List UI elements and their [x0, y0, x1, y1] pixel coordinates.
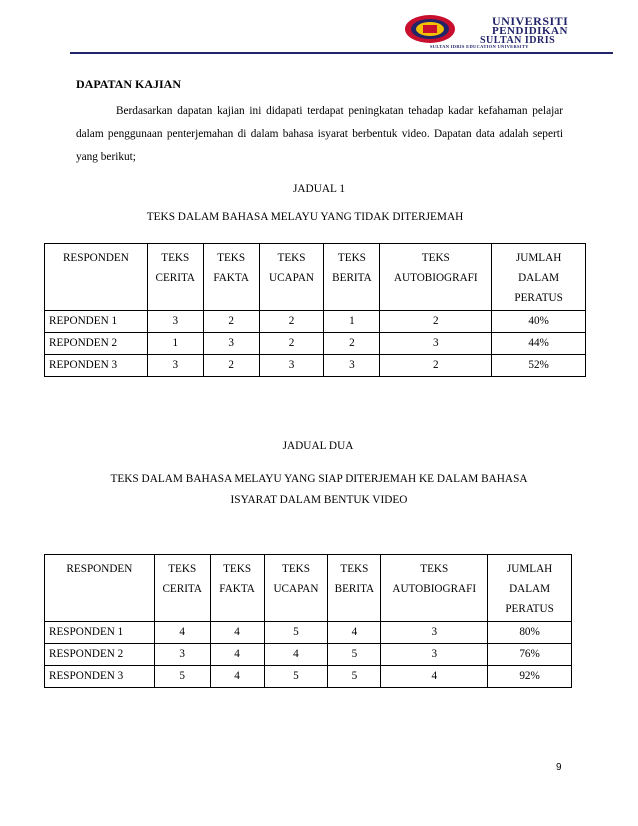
column-header-line: FAKTA	[219, 583, 255, 595]
logo-text-pendidikan: PENDIDIKAN	[492, 25, 568, 37]
column-header-line: DALAM	[518, 272, 560, 284]
value-cell: 5	[154, 666, 210, 688]
university-crest-icon	[404, 14, 456, 44]
table2	[44, 554, 572, 688]
table1-label: JADUAL 1	[293, 183, 345, 195]
value-cell: 5	[264, 622, 328, 644]
table-row	[45, 622, 572, 644]
column-header-line: TEKS	[340, 563, 369, 575]
value-cell: 44%	[492, 333, 586, 355]
column-header-line: TEKS	[281, 563, 310, 575]
column-header-line: JUMLAH	[506, 563, 553, 575]
value-cell: 2	[324, 333, 380, 355]
respondent-cell: RESPONDEN 1	[45, 622, 155, 644]
column-header	[328, 555, 381, 622]
column-header	[147, 244, 203, 311]
table2-title-line2: ISYARAT DALAM BENTUK VIDEO	[230, 494, 408, 506]
column-header	[492, 244, 586, 311]
column-header	[264, 555, 328, 622]
column-header-line: TEKS	[277, 252, 306, 264]
column-header-line: TEKS	[223, 563, 252, 575]
table1-title: TEKS DALAM BAHASA MELAYU YANG TIDAK DITERJEMAH	[146, 211, 464, 223]
value-cell: 80%	[488, 622, 572, 644]
header-row	[45, 555, 572, 622]
column-header	[45, 244, 148, 311]
column-header-line: TEKS	[421, 252, 450, 264]
value-cell: 3	[259, 355, 324, 377]
column-header	[488, 555, 572, 622]
column-header-line: UCAPAN	[273, 583, 319, 595]
column-header-line: RESPONDEN	[66, 563, 133, 575]
header-row	[45, 244, 586, 311]
column-header-line: BERITA	[332, 272, 372, 284]
value-cell: 5	[264, 666, 328, 688]
table-row	[45, 644, 572, 666]
value-cell: 4	[328, 622, 381, 644]
value-cell: 2	[380, 355, 492, 377]
column-header-line: JUMLAH	[515, 252, 562, 264]
column-header-line: CERITA	[155, 272, 195, 284]
logo-tagline: SULTAN IDRIS EDUCATION UNIVERSITY	[430, 44, 529, 49]
table2-title-line1: TEKS DALAM BAHASA MELAYU YANG SIAP DITERJEMAH KE DALAM BAHASA	[110, 473, 528, 485]
column-header	[203, 244, 259, 311]
column-header-line: UCAPAN	[269, 272, 314, 284]
column-header-line: BERITA	[334, 583, 375, 595]
value-cell: 1	[147, 333, 203, 355]
value-cell: 3	[147, 355, 203, 377]
value-cell: 92%	[488, 666, 572, 688]
section-heading: DAPATAN KAJIAN	[76, 77, 181, 91]
column-header-line: CERITA	[162, 583, 202, 595]
table1	[44, 243, 586, 377]
respondent-cell: RESPONDEN 3	[45, 666, 155, 688]
logo-text-universiti: UNIVERSITI	[492, 14, 569, 28]
value-cell: 3	[324, 355, 380, 377]
value-cell: 4	[210, 666, 264, 688]
column-header	[259, 244, 324, 311]
value-cell: 3	[380, 333, 492, 355]
value-cell: 2	[380, 311, 492, 333]
column-header-line: DALAM	[509, 583, 551, 595]
value-cell: 52%	[492, 355, 586, 377]
respondent-cell: RESPONDEN 2	[45, 644, 155, 666]
value-cell: 4	[154, 622, 210, 644]
respondent-cell: REPONDEN 3	[45, 355, 148, 377]
column-header-line: TEKS	[217, 252, 246, 264]
value-cell: 4	[210, 644, 264, 666]
column-header-line: RESPONDEN	[62, 252, 129, 264]
value-cell: 3	[154, 644, 210, 666]
intro-paragraph: Berdasarkan dapatan kajian ini didapati terdapat peningkatan tehadap kadar kefahaman pelajar dalam penggunaan penterjemahan di dalam bahasa isyarat berbentuk video. Dapatan data adalah seperti yang berikut;	[76, 105, 563, 163]
value-cell: 1	[324, 311, 380, 333]
table-row	[45, 333, 586, 355]
respondent-cell: REPONDEN 2	[45, 333, 148, 355]
value-cell: 2	[259, 333, 324, 355]
column-header	[45, 555, 155, 622]
column-header-line: FAKTA	[213, 272, 249, 284]
column-header-line: AUTOBIOGRAFI	[392, 583, 477, 595]
value-cell: 4	[264, 644, 328, 666]
logo-text-sultan-idris: SULTAN IDRIS	[480, 35, 556, 46]
table2-label: JADUAL DUA	[282, 440, 354, 452]
column-header	[380, 244, 492, 311]
column-header	[381, 555, 488, 622]
value-cell: 4	[381, 666, 488, 688]
column-header-line: TEKS	[161, 252, 190, 264]
table-row	[45, 355, 586, 377]
value-cell: 3	[147, 311, 203, 333]
value-cell: 40%	[492, 311, 586, 333]
table-row	[45, 311, 586, 333]
column-header-line: TEKS	[337, 252, 366, 264]
column-header	[154, 555, 210, 622]
column-header	[210, 555, 264, 622]
value-cell: 4	[210, 622, 264, 644]
column-header-line: TEKS	[420, 563, 449, 575]
header-rule	[70, 52, 613, 54]
page-number: 9	[556, 762, 562, 773]
value-cell: 3	[203, 333, 259, 355]
value-cell: 2	[203, 311, 259, 333]
value-cell: 2	[203, 355, 259, 377]
value-cell: 3	[381, 622, 488, 644]
value-cell: 3	[381, 644, 488, 666]
column-header-line: PERATUS	[505, 603, 554, 615]
value-cell: 2	[259, 311, 324, 333]
value-cell: 5	[328, 644, 381, 666]
respondent-cell: REPONDEN 1	[45, 311, 148, 333]
table-row	[45, 666, 572, 688]
value-cell: 76%	[488, 644, 572, 666]
column-header-line: PERATUS	[514, 292, 563, 304]
column-header-line: TEKS	[168, 563, 197, 575]
value-cell: 5	[328, 666, 381, 688]
column-header	[324, 244, 380, 311]
column-header-line: AUTOBIOGRAFI	[393, 272, 478, 284]
